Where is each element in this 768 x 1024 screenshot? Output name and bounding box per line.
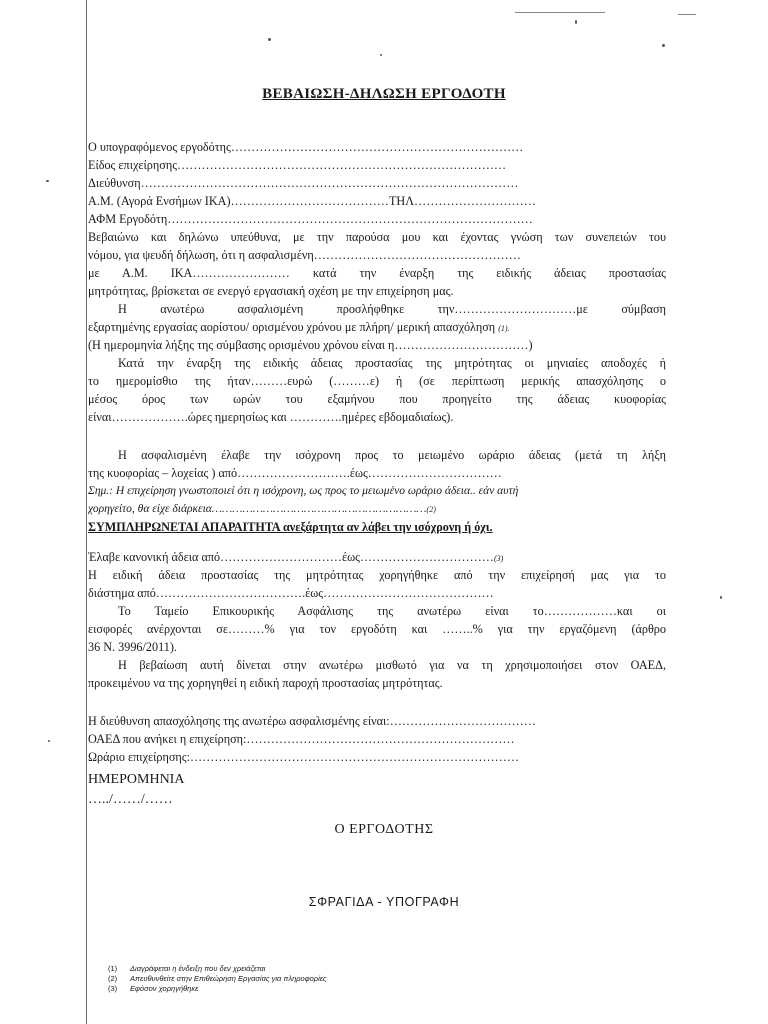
paragraph-line: νόμου, για ψευδή δήλωση, ότι η ασφαλισμένη…………………………………………… <box>88 248 521 262</box>
paragraph-line: Η βεβαίωση αυτή δίνεται στην ανωτέρω μισθωτό για να τη χρησιμοποιήσει στον ΟΑΕΔ, <box>118 658 666 672</box>
footnote-number: (2) <box>108 974 118 983</box>
employer-label: Ο ΕΡΓΟΔΟΤΗΣ <box>334 822 434 837</box>
date-block <box>88 770 184 810</box>
scan-speck <box>46 180 49 182</box>
paragraph-line <box>88 548 666 566</box>
scan-scratch <box>515 12 605 13</box>
footnote-text: Εφόσον χορηγήθηκε <box>130 984 199 993</box>
note-line: Σημ.: Η επιχείρηση γνωστοποιεί ότι η ισόχρονη, ως προς το μειωμένο ωράριο άδεια.. εάν αυτή <box>88 485 519 497</box>
scan-speck <box>268 38 271 41</box>
paragraph-text: εξαρτημένης εργασίας αορίστου/ ορισμένου χρόνου με πλήρη/ μερική απασχόληση <box>88 320 496 334</box>
paragraph-text: Έλαβε κανονική άδεια από…………………………έως…………………………… <box>88 550 494 564</box>
paragraph-line: μητρότητας, βρίσκεται σε ενεργό εργασιακή σχέση με την επιχείρηση μας. <box>88 284 454 298</box>
spacer <box>88 426 666 446</box>
paragraph-line <box>88 318 666 336</box>
footnote-ref: (3) <box>493 554 504 563</box>
footnote-text: Απευθυνθείτε στην Επιθεώρηση Εργασίας για πληροφορίες <box>130 974 327 983</box>
field-employment-address: Η διεύθυνση απασχόλησης της ανωτέρω ασφαλισμένης είναι:……………………………… <box>88 714 536 728</box>
mandatory-note: ΣΥΜΠΛΗΡΩΝΕΤΑΙ ΑΠΑΡΑΙΤΗΤΑ ανεξάρτητα αν λάβει την ισόχρονη ή όχι. <box>88 520 493 534</box>
footnote-item <box>108 984 326 994</box>
paragraph-line: με Α.Μ. ΙΚΑ…………………… κατά την έναρξη της ειδικής άδειας προστασίας <box>88 266 666 280</box>
footnote-item <box>108 964 326 974</box>
paragraph-line: της κυοφορίας – λοχείας ) από……………………….έως…………………………… <box>88 466 502 480</box>
scan-speck <box>720 596 722 599</box>
date-value: …../……/…… <box>88 792 173 807</box>
footnote-item <box>108 974 326 984</box>
scan-speck <box>662 44 665 47</box>
paragraph-line: προκειμένου να της χορηγηθεί η ειδική παροχή προστασίας μητρότητας. <box>88 676 443 690</box>
paragraph-line: εισφορές ανέρχονται σε………% για τον εργοδότη και ……..% για την εργαζόμενη (άρθρο <box>88 622 666 636</box>
paragraph-line: είναι……………….ώρες ημερησίως και ………….ημέρες εβδομαδιαίως). <box>88 410 454 424</box>
document-body <box>88 138 666 766</box>
paragraph-line: Η ειδική άδεια προστασίας της μητρότητας χορηγήθηκε από την επιχείρησή μας για το <box>88 568 666 582</box>
footnote-ref: (1). <box>498 324 510 333</box>
paragraph-line: μέσος όρος των ωρών του εξαμήνου που προηγείτο της άδειας κυοφορίας <box>88 392 666 406</box>
paragraph-line: Το Ταμείο Επικουρικής Ασφάλισης της ανωτέρω είναι το………………και οι <box>118 604 666 618</box>
field-oaed: ΟΑΕΔ που ανήκει η επιχείρηση:………………………………………………………… <box>88 732 515 746</box>
spacer <box>88 692 666 712</box>
paragraph-line: (Η ημερομηνία λήξης της σύμβασης ορισμένου χρόνου είναι η……………………………) <box>88 338 533 352</box>
field-business-hours: Ωράριο επιχείρησης:……………………………………………………………………… <box>88 750 520 764</box>
scan-speck <box>380 54 382 56</box>
paragraph-line: Η ασφαλισμένη έλαβε την ισόχρονη προς το μειωμένο ωράριο άδειας (μετά τη λήξη <box>118 448 666 462</box>
paragraph-line: Η ανωτέρω ασφαλισμένη προσλήφθηκε την…………………………με σύμβαση <box>118 302 666 316</box>
stamp-signature-label: ΣΦΡΑΓΙΔΑ - ΥΠΟΓΡΑΦΗ <box>308 895 460 909</box>
field-am-ika: Α.Μ. (Αγορά Ενσήμων ΙΚΑ)…………………………………ΤΗΛ………………………… <box>88 194 536 208</box>
footnote-ref: (2) <box>426 505 436 514</box>
field-employer: Ο υπογραφόμενος εργοδότης……………………………………………………………… <box>88 140 524 154</box>
footnote-text: Διαγράφεται η ένδειξη που δεν χρειάζεται <box>130 964 266 973</box>
scan-speck <box>48 740 50 742</box>
left-margin-line <box>86 0 87 1024</box>
footnote-number: (1) <box>108 964 118 973</box>
footnotes <box>108 964 326 994</box>
note-text: χορηγείτο, θα είχε διάρκεια……………………………………………………… <box>88 503 427 515</box>
scan-speck <box>575 20 577 24</box>
date-label: ΗΜΕΡΟΜΗΝΙΑ <box>88 772 185 787</box>
spacer <box>88 536 666 548</box>
document-title: ΒΕΒΑΙΩΣΗ-ΔΗΛΩΣΗ ΕΡΓΟΔΟΤΗ <box>262 86 506 102</box>
paragraph-line: Κατά την έναρξη της ειδικής άδειας προστασίας της μητρότητας οι μηνιαίες αποδοχές ή <box>118 356 666 370</box>
field-afm: ΑΦΜ Εργοδότη……………………………………………………………………………… <box>88 212 533 226</box>
scan-scratch <box>678 14 696 15</box>
paragraph-line: διάστημα από……………………………….έως…………………………………… <box>88 586 494 600</box>
field-business-type: Είδος επιχείρησης……………………………………………………………………… <box>88 158 507 172</box>
paragraph-line: 36 Ν. 3996/2011). <box>88 640 177 654</box>
note-line <box>88 500 666 518</box>
paragraph-line: το ημερομίσθιο της ήταν………ευρώ (………ε) ή (σε περίπτωση μερικής απασχόλησης ο <box>88 374 666 388</box>
field-address: Διεύθυνση………………………………………………………………………………… <box>88 176 519 190</box>
paragraph-line: Βεβαιώνω και δηλώνω υπεύθυνα, με την παρούσα μου και έχοντας γνώση των συνεπειών του <box>88 230 666 244</box>
footnote-number: (3) <box>108 984 118 993</box>
